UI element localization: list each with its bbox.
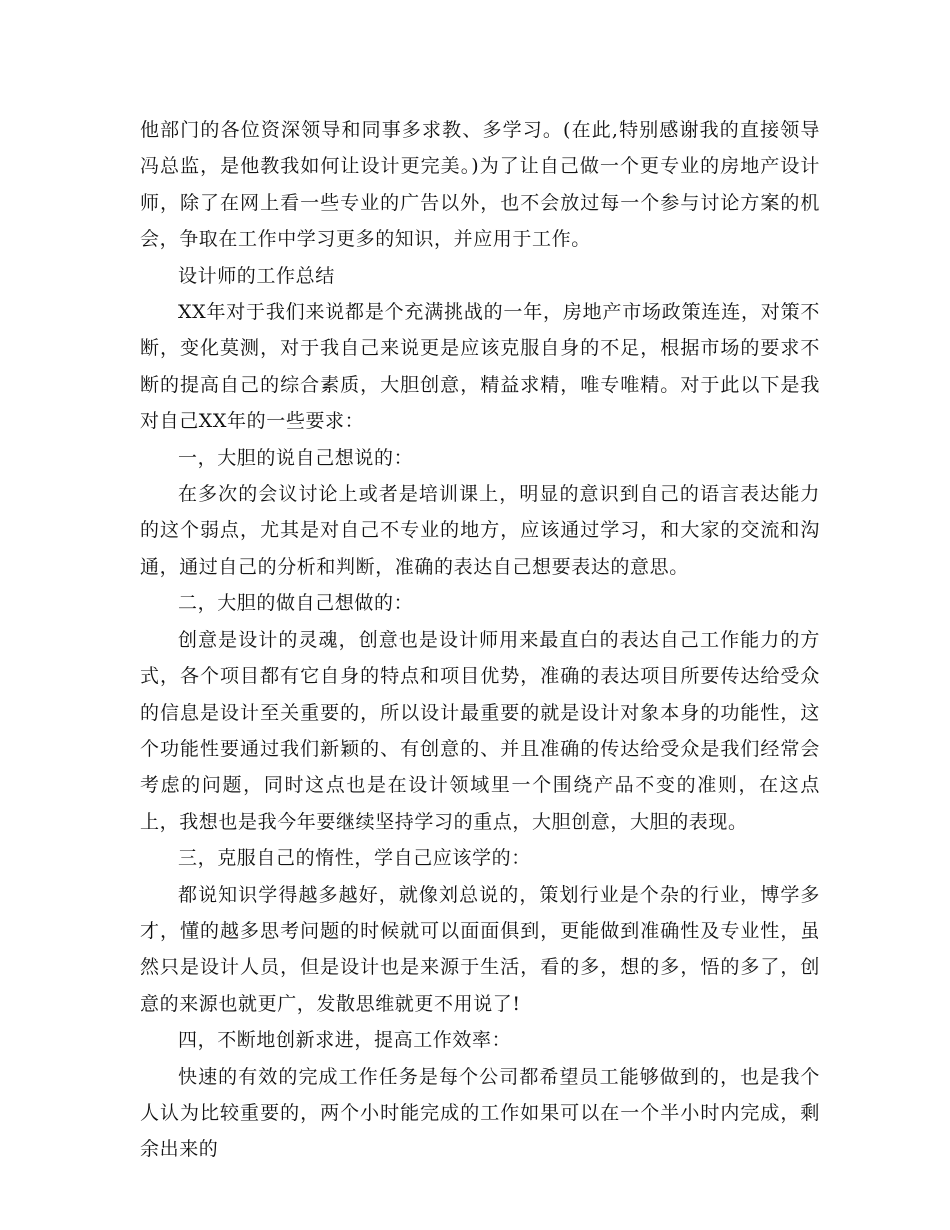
paragraph-continuation: 他部门的各位资深领导和同事多求教、多学习。(在此,特别感谢我的直接领导冯总监，是他教我如何让设计更完美。)为了让自己做一个更专业的房地产设计师，除了在网上看一些专业的广告以外，也不会放过每一个参与讨论方案的机会，争取在工作中学习更多的知识，并应用于工作。 (140, 119, 820, 251)
document-body (140, 112, 820, 1168)
paragraph-point-1: 在多次的会议讨论上或者是培训课上，明显的意识到自己的语言表达能力的这个弱点，尤其是对自己不专业的地方，应该通过学习，和大家的交流和沟通，通过自己的分析和判断，准确的表达自己想要表达的意思。 (140, 483, 820, 578)
heading-point-4: 四，不断地创新求进，提高工作效率： (178, 1029, 512, 1052)
paragraph-point-2: 创意是设计的灵魂，创意也是设计师用来最直白的表达自己工作能力的方式，各个项目都有它自身的特点和项目优势，准确的表达项目所要传达给受众的信息是设计至关重要的，所以设计最重要的就是设计对象本身的功能性，这个功能性要通过我们新颖的、有创意的、并且准确的传达给受众是我们经常会考虑的问题，同时这点也是在设计领域里一个围绕产品不变的准则，在这点上，我想也是我今年要继续坚持学习的重点，大胆创意，大胆的表现。 (140, 628, 820, 833)
heading-point-1: 一，大胆的说自己想说的： (178, 446, 414, 469)
section-title: 设计师的工作总结 (178, 264, 335, 287)
paragraph-intro: XX年对于我们来说都是个充满挑战的一年，房地产市场政策连连，对策不断，变化莫测，对于我自己来说更是应该克服自身的不足，根据市场的要求不断的提高自己的综合素质，大胆创意，精益求精，唯专唯精。对于此以下是我对自己XX年的一些要求： (140, 301, 820, 433)
paragraph-point-4: 快速的有效的完成工作任务是每个公司都希望员工能够做到的，也是我个人认为比较重要的，两个小时能完成的工作如果可以在一个半小时内完成，剩余出来的 (140, 1065, 820, 1161)
heading-point-3: 三，克服自己的惰性，学自己应该学的： (178, 847, 531, 870)
heading-point-2: 二，大胆的做自己想做的： (178, 592, 414, 615)
paragraph-point-3: 都说知识学得越多越好，就像刘总说的，策划行业是个杂的行业，博学多才，懂的越多思考问题的时候就可以面面俱到，更能做到准确性及专业性，虽然只是设计人员，但是设计也是来源于生活，看的多，想的多，悟的多了，创意的来源也就更广，发散思维就更不用说了! (140, 883, 820, 1015)
